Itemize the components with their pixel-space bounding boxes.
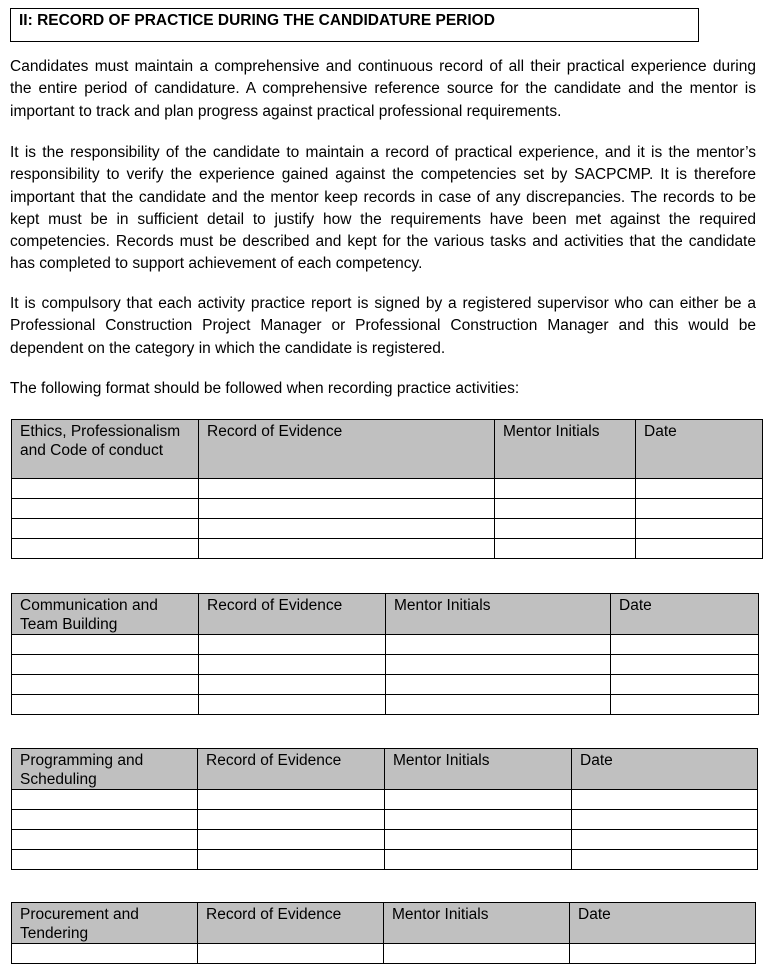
mentor-initials-cell[interactable] bbox=[495, 479, 636, 499]
evidence-cell[interactable] bbox=[199, 519, 495, 539]
table-row bbox=[12, 850, 758, 870]
evidence-cell[interactable] bbox=[199, 695, 386, 715]
competency-header: Communication and Team Building bbox=[12, 594, 199, 635]
evidence-cell[interactable] bbox=[199, 539, 495, 559]
competency-cell[interactable] bbox=[12, 695, 199, 715]
mentor-initials-cell[interactable] bbox=[384, 944, 570, 964]
date-cell[interactable] bbox=[611, 635, 759, 655]
paragraph-candidature-record: Candidates must maintain a comprehensive and continuous record of all their practical experience during the entire period of candidature. A comprehensive reference source for the candidate and the mentor is important to track and plan progress against practical professional requirements. bbox=[10, 58, 756, 120]
table-row bbox=[12, 479, 763, 499]
record-table-procurement bbox=[11, 902, 756, 964]
record-of-evidence-header: Record of Evidence bbox=[198, 903, 384, 944]
mentor-initials-header: Mentor Initials bbox=[384, 903, 570, 944]
competency-header: Procurement and Tendering bbox=[12, 903, 198, 944]
mentor-initials-cell[interactable] bbox=[495, 539, 636, 559]
record-of-evidence-header: Record of Evidence bbox=[198, 749, 385, 790]
date-cell[interactable] bbox=[636, 519, 763, 539]
table-header-row bbox=[12, 903, 756, 944]
paragraph-supervisor-signature: It is compulsory that each activity practice report is signed by a registered supervisor who can either be a Professional Construction Project Manager or Professional Construction Manager and this would be dependent on the category in which the candidate is registered. bbox=[10, 295, 756, 357]
evidence-cell[interactable] bbox=[199, 635, 386, 655]
competency-cell[interactable] bbox=[12, 519, 199, 539]
date-cell[interactable] bbox=[572, 830, 758, 850]
competency-cell[interactable] bbox=[12, 944, 198, 964]
date-cell[interactable] bbox=[572, 790, 758, 810]
table-row bbox=[12, 810, 758, 830]
evidence-cell[interactable] bbox=[198, 850, 385, 870]
table-row bbox=[12, 499, 763, 519]
date-header: Date bbox=[572, 749, 758, 790]
table-header-row bbox=[12, 420, 763, 479]
competency-cell[interactable] bbox=[12, 479, 199, 499]
record-table-programming bbox=[11, 748, 758, 870]
mentor-initials-header: Mentor Initials bbox=[495, 420, 636, 479]
evidence-cell[interactable] bbox=[199, 499, 495, 519]
mentor-initials-cell[interactable] bbox=[386, 695, 611, 715]
competency-cell[interactable] bbox=[12, 655, 199, 675]
table-row bbox=[12, 944, 756, 964]
competency-cell[interactable] bbox=[12, 635, 199, 655]
table-row bbox=[12, 695, 759, 715]
table-row bbox=[12, 790, 758, 810]
mentor-initials-cell[interactable] bbox=[386, 635, 611, 655]
table-row bbox=[12, 830, 758, 850]
record-of-evidence-header: Record of Evidence bbox=[199, 420, 495, 479]
date-header: Date bbox=[636, 420, 763, 479]
mentor-initials-cell[interactable] bbox=[385, 810, 572, 830]
evidence-cell[interactable] bbox=[199, 655, 386, 675]
competency-cell[interactable] bbox=[12, 810, 198, 830]
competency-cell[interactable] bbox=[12, 790, 198, 810]
date-header: Date bbox=[570, 903, 756, 944]
date-cell[interactable] bbox=[572, 850, 758, 870]
evidence-cell[interactable] bbox=[198, 810, 385, 830]
date-cell[interactable] bbox=[572, 810, 758, 830]
table-row bbox=[12, 519, 763, 539]
date-cell[interactable] bbox=[636, 479, 763, 499]
record-table-communication bbox=[11, 593, 759, 715]
competency-cell[interactable] bbox=[12, 830, 198, 850]
date-cell[interactable] bbox=[570, 944, 756, 964]
mentor-initials-header: Mentor Initials bbox=[385, 749, 572, 790]
mentor-initials-cell[interactable] bbox=[495, 519, 636, 539]
paragraph-format-intro: The following format should be followed when recording practice activities: bbox=[10, 380, 520, 397]
table-row bbox=[12, 635, 759, 655]
competency-header: Ethics, Professionalism and Code of conduct bbox=[12, 420, 199, 479]
evidence-cell[interactable] bbox=[198, 790, 385, 810]
date-cell[interactable] bbox=[611, 675, 759, 695]
table-row bbox=[12, 539, 763, 559]
record-of-evidence-header: Record of Evidence bbox=[199, 594, 386, 635]
paragraph-responsibility: It is the responsibility of the candidate to maintain a record of practical experience, and it is the mentor’s responsibility to verify the experience gained against the competencies set by SACPCMP. It is therefore important that the candidate and the mentor keep records in case of any discrepancies. The records to be kept must be in sufficient detail to justify how the requirements have been met against the required competencies. Records must be described and kept for the various tasks and activities that the candidate has completed to support achievement of each competency. bbox=[10, 144, 756, 273]
competency-cell[interactable] bbox=[12, 539, 199, 559]
competency-cell[interactable] bbox=[12, 850, 198, 870]
mentor-initials-cell[interactable] bbox=[386, 675, 611, 695]
mentor-initials-cell[interactable] bbox=[386, 655, 611, 675]
table-header-row bbox=[12, 594, 759, 635]
date-header: Date bbox=[611, 594, 759, 635]
date-cell[interactable] bbox=[636, 499, 763, 519]
evidence-cell[interactable] bbox=[199, 675, 386, 695]
date-cell[interactable] bbox=[636, 539, 763, 559]
competency-header: Programming and Scheduling bbox=[12, 749, 198, 790]
evidence-cell[interactable] bbox=[198, 944, 384, 964]
date-cell[interactable] bbox=[611, 655, 759, 675]
date-cell[interactable] bbox=[611, 695, 759, 715]
mentor-initials-header: Mentor Initials bbox=[386, 594, 611, 635]
mentor-initials-cell[interactable] bbox=[385, 830, 572, 850]
table-row bbox=[12, 655, 759, 675]
mentor-initials-cell[interactable] bbox=[495, 499, 636, 519]
table-header-row bbox=[12, 749, 758, 790]
mentor-initials-cell[interactable] bbox=[385, 850, 572, 870]
evidence-cell[interactable] bbox=[199, 479, 495, 499]
competency-cell[interactable] bbox=[12, 499, 199, 519]
mentor-initials-cell[interactable] bbox=[385, 790, 572, 810]
section-heading: II: RECORD OF PRACTICE DURING THE CANDIDATURE PERIOD bbox=[19, 12, 495, 29]
evidence-cell[interactable] bbox=[198, 830, 385, 850]
record-table-ethics bbox=[11, 419, 763, 559]
table-row bbox=[12, 675, 759, 695]
competency-cell[interactable] bbox=[12, 675, 199, 695]
section-heading-box bbox=[10, 8, 699, 42]
